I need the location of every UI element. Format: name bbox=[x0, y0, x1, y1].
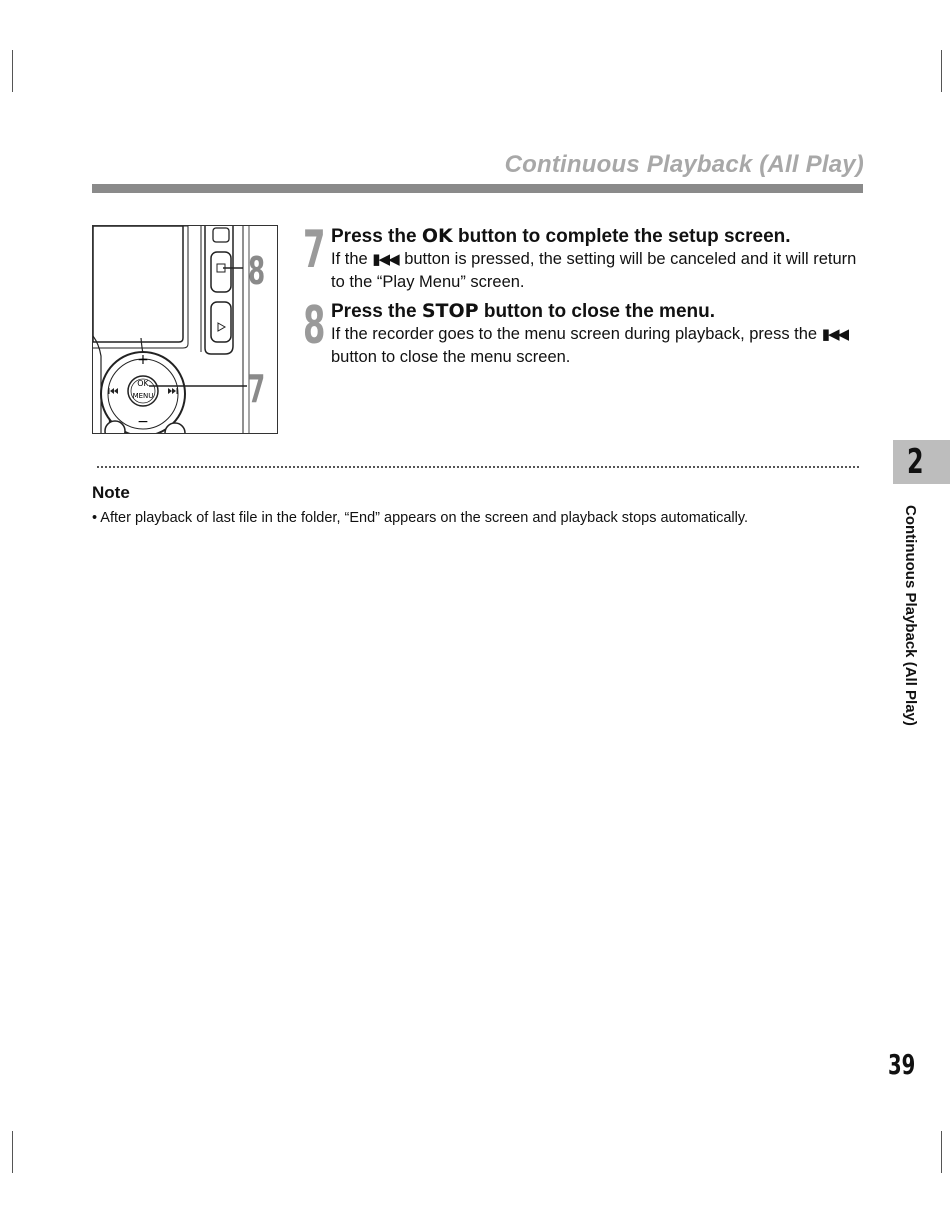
callout-7: 7 bbox=[248, 366, 266, 412]
step-number: 8 bbox=[303, 296, 326, 356]
chapter-number: 2 bbox=[907, 442, 924, 482]
page-number: 39 bbox=[888, 1048, 916, 1081]
chapter-tab bbox=[893, 440, 950, 484]
step-heading: Press the OK button to complete the setup screen. bbox=[331, 225, 791, 247]
crop-mark bbox=[12, 1131, 13, 1173]
section-title: Continuous Playback (All Play) bbox=[504, 151, 864, 178]
step-body: If the ▮◀◀ button is pressed, the setting will be canceled and it will return to the “Play Menu” screen. bbox=[331, 250, 857, 291]
dotted-divider bbox=[97, 466, 859, 468]
crop-mark bbox=[941, 50, 942, 92]
minus-label: − bbox=[137, 414, 149, 430]
crop-mark bbox=[12, 50, 13, 92]
menu-label: MENU bbox=[132, 392, 154, 400]
crop-mark bbox=[941, 1131, 942, 1173]
side-section-title: Continuous Playback (All Play) bbox=[902, 505, 919, 726]
skip-back-icon: ▮◀◀ bbox=[821, 326, 848, 343]
note-text: • After playback of last file in the folder, “End” appears on the screen and playback stops automatically. bbox=[92, 510, 749, 526]
plus-label: + bbox=[137, 352, 149, 368]
note-title: Note bbox=[92, 483, 130, 502]
step-body: If the recorder goes to the menu screen during playback, press the ▮◀◀ button to close the menu screen. bbox=[331, 325, 848, 366]
stop-key-label: STOP bbox=[421, 300, 479, 322]
ok-key-label: OK bbox=[421, 225, 453, 247]
recorder-illustration bbox=[92, 225, 278, 434]
header-rule bbox=[92, 184, 863, 193]
callout-8: 8 bbox=[248, 248, 266, 294]
ok-label: OK bbox=[137, 379, 149, 388]
recorder-drawing bbox=[93, 226, 278, 434]
step-heading: Press the STOP button to close the menu. bbox=[331, 300, 716, 322]
skip-back-icon: ▮◀◀ bbox=[372, 251, 398, 268]
step-number: 7 bbox=[303, 220, 326, 280]
